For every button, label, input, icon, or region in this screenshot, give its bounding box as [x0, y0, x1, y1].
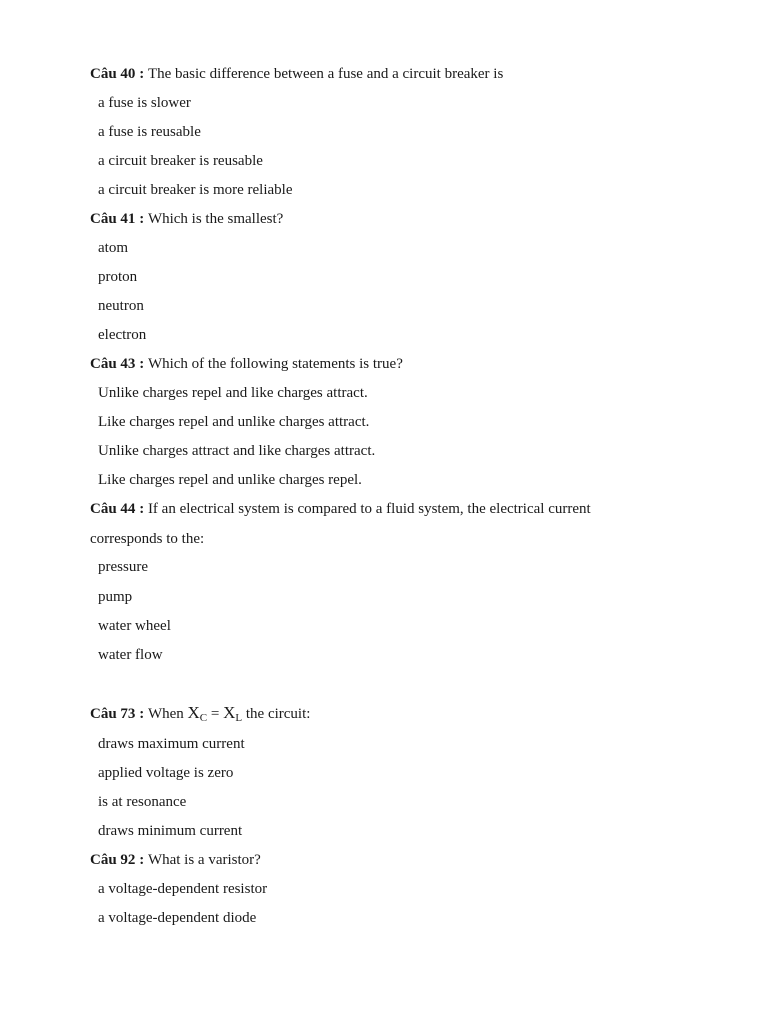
equals-sign: =	[207, 706, 224, 722]
question-number: Câu 44	[90, 501, 136, 517]
question-text: Which of the following statements is true?	[147, 356, 403, 372]
answer-option: water flow	[98, 647, 163, 663]
answer-option: electron	[98, 327, 147, 343]
reactance-symbol: X	[223, 703, 236, 722]
question-separator: :	[135, 211, 148, 227]
reactance-symbol: X	[187, 703, 200, 722]
question-text-continuation: corresponds to the:	[90, 531, 205, 547]
answer-option: Like charges repel and unlike charges attract.	[98, 414, 370, 430]
question-number: Câu 92	[90, 852, 136, 868]
question-text: the circuit:	[242, 706, 311, 722]
answer-option: applied voltage is zero	[98, 765, 234, 781]
question-separator: :	[135, 66, 148, 82]
question-40	[90, 65, 503, 83]
answer-option: draws maximum current	[98, 736, 245, 752]
question-43	[90, 355, 403, 373]
question-41	[90, 210, 283, 228]
answer-option: pump	[98, 589, 133, 605]
answer-option: a voltage-dependent diode	[98, 910, 257, 926]
answer-option: water wheel	[98, 618, 171, 634]
question-73	[90, 704, 310, 727]
answer-option: atom	[98, 240, 128, 256]
answer-option: Like charges repel and unlike charges repel.	[98, 472, 362, 488]
question-92	[90, 851, 261, 869]
answer-option: pressure	[98, 559, 148, 575]
answer-option: draws minimum current	[98, 823, 243, 839]
question-text: What is a varistor?	[147, 852, 261, 868]
question-separator: :	[135, 356, 148, 372]
answer-option: a fuse is slower	[98, 95, 191, 111]
question-number: Câu 43	[90, 356, 136, 372]
answer-option: a circuit breaker is more reliable	[98, 182, 293, 198]
question-text: If an electrical system is compared to a fluid system, the electrical current	[147, 501, 591, 517]
answer-option: Unlike charges attract and like charges attract.	[98, 443, 376, 459]
question-number: Câu 41	[90, 211, 136, 227]
answer-option: a circuit breaker is reusable	[98, 153, 263, 169]
answer-option: is at resonance	[98, 794, 187, 810]
reactance-subscript: C	[199, 712, 208, 724]
answer-option: neutron	[98, 298, 144, 314]
question-number: Câu 73	[90, 706, 136, 722]
answer-option: Unlike charges repel and like charges attract.	[98, 385, 368, 401]
question-separator: :	[135, 852, 148, 868]
question-text: The basic difference between a fuse and a circuit breaker is	[147, 66, 504, 82]
reactance-subscript: L	[235, 712, 243, 724]
question-separator: :	[135, 706, 148, 722]
question-44	[90, 500, 591, 518]
answer-option: proton	[98, 269, 138, 285]
question-number: Câu 40	[90, 66, 136, 82]
question-separator: :	[135, 501, 148, 517]
question-text: When	[147, 706, 188, 722]
answer-option: a fuse is reusable	[98, 124, 201, 140]
question-text: Which is the smallest?	[147, 211, 284, 227]
answer-option: a voltage-dependent resistor	[98, 881, 268, 897]
